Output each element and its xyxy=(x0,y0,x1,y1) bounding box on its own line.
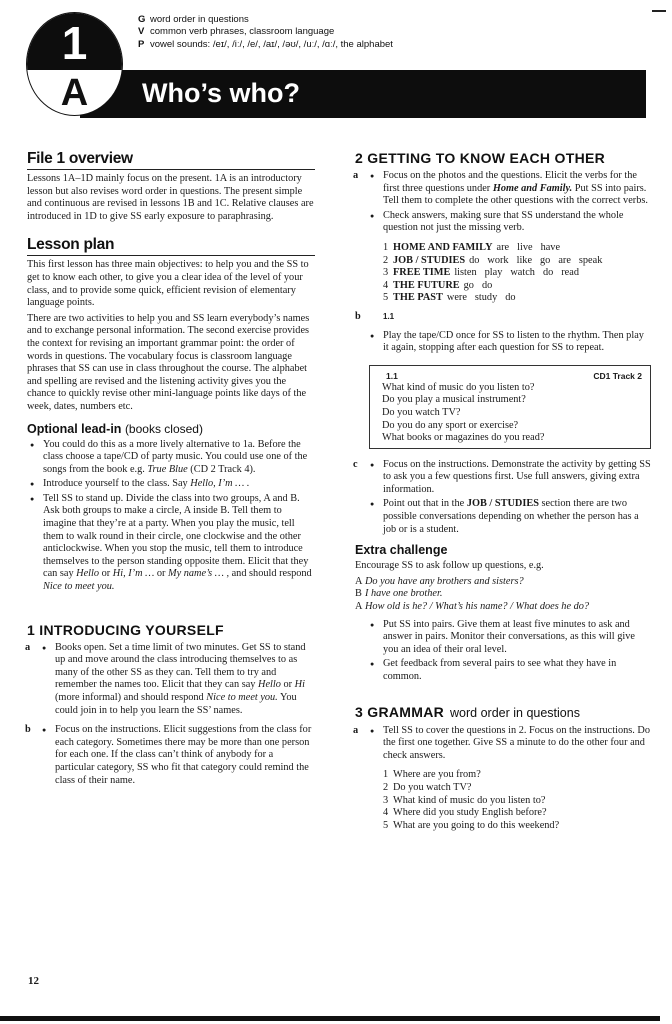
objective-key: G xyxy=(138,14,146,25)
exercise-1a-bullet: ● Books open. Set a time limit of two minutes. Get SS to stand up and move around the class introducing themselves to as many of the other SS as they can. Tell them to try and remember the names too. Elicit that they can say Hello or Hi (more informal) and should respond Nice to meet you. You could join in to help you learn the SS’ names. xyxy=(39,642,315,718)
exercise-2-heading: 2 GETTING TO KNOW EACH OTHER xyxy=(355,150,606,166)
step-letter: a xyxy=(25,641,31,653)
answer-row: 1 Where are you from? xyxy=(383,769,481,781)
exercise-2a-bullet: ● Check answers, making sure that SS understand the whole question not just the missing verb. xyxy=(367,210,651,235)
speaker-label: A xyxy=(355,575,363,587)
badge-file-number: 1 xyxy=(61,17,88,69)
step-letter: c xyxy=(353,458,358,470)
exercise-3-note: word order in questions xyxy=(450,705,580,720)
exercise-3a-answers xyxy=(355,769,651,832)
lead-in-note: (books closed) xyxy=(124,421,203,436)
lead-in-bullet: ● Tell SS to stand up. Divide the class into two groups, A and B. Ask both groups to make a circle, A inside B. Tell them to imagine that they’re at a party. When you play the music, tell them to walk round in their circle, one clockwise and the other anticlockwise. When you stop the music, tell them to introduce themselves to the person standing opposite them. Elicit that they can say Hello or Hi, I’m … or My name’s … , and should respond Nice to meet you. xyxy=(27,493,315,594)
extra-challenge-intro: Encourage SS to ask follow up questions, e.g. xyxy=(355,560,544,572)
objective-text: word order in questions xyxy=(150,14,249,25)
objective-text: common verb phrases, classroom language xyxy=(150,26,335,38)
step-letter: a xyxy=(353,724,359,736)
lesson-plan-paragraph: This first lesson has three main objectives: to help you and the SS to get to know each other, to give you a clear idea of the level of your class, and to provide some quick, efficient revision of elementary language points. xyxy=(27,259,309,309)
example-dialogue xyxy=(355,576,651,614)
objective-text: vowel sounds: /eɪ/, /iː/, /e/, /aɪ/, /əʊ/, /uː/, /ɑː/, the alphabet xyxy=(150,38,393,50)
overview-heading: File 1 overview xyxy=(27,150,315,170)
page-bottom-rule xyxy=(0,1016,660,1021)
objective-pronunciation xyxy=(138,39,393,51)
exercise-3a xyxy=(355,725,651,763)
extra-challenge-bullets xyxy=(355,619,651,684)
objective-key: V xyxy=(138,26,145,38)
lesson-title-bar xyxy=(80,70,646,118)
audio-script-ref: 1.1 xyxy=(386,370,398,381)
dialogue-line xyxy=(355,576,651,589)
step-letter: b xyxy=(355,310,361,322)
lead-in-title: Optional lead-in xyxy=(27,421,122,436)
audio-line: What kind of music do you listen to? xyxy=(382,381,535,393)
dialogue-text: How old is he? / What’s his name? / What does he do? xyxy=(365,601,590,613)
lesson-plan-heading: Lesson plan xyxy=(27,236,315,256)
extra-challenge-heading: Extra challenge xyxy=(355,543,448,558)
extra-bullet: ● Get feedback from several pairs to see what they have in common. xyxy=(367,658,651,683)
exercise-2c-bullet: ● Point out that in the JOB / STUDIES section there are two possible conversations depending on whether the person has a job or is a student. xyxy=(367,498,651,536)
exercise-1-heading: 1 INTRODUCING YOURSELF xyxy=(27,621,224,638)
exercise-2b xyxy=(355,330,651,355)
lesson-plan-paragraph: There are two activities to help you and SS learn everybody’s names and to exchange personal information. The second exercise provides the context for revising an important grammar point: the order of words in questions. The vocabulary focus is classroom language phrases that SS can use in class throughout the course. The alphabet and spelling are revised and the listening activity gives you the chance to quickly revise other mini-language points like days of the week, dates, numbers etc. xyxy=(27,312,310,412)
exercise-2c-bullet: ● Focus on the instructions. Demonstrate the activity by getting SS to ask you a few questions first. Use full answers, giving extra information. xyxy=(367,459,651,497)
dialogue-line xyxy=(355,588,651,601)
exercise-1b-bullet: ● Focus on the instructions. Elicit suggestions from the class for each category. Sometimes there may be more than one person for each one. If the class can’t think of anybody for a particular category, SS who fit that category could remind the class of their name. xyxy=(39,724,315,787)
exercise-3-heading xyxy=(355,704,651,722)
exercise-3-title: 3 GRAMMAR xyxy=(355,703,445,720)
dialogue-text: Do you have any brothers and sisters? xyxy=(365,575,524,587)
dialogue-line xyxy=(355,601,651,614)
extra-bullet: ● Put SS into pairs. Give them at least five minutes to ask and answer in pairs. Monitor their conversations, as this will give you an idea of their oral level. xyxy=(367,619,651,657)
objective-grammar xyxy=(138,14,393,26)
exercise-2a-bullet: ● Focus on the photos and the questions. Elicit the verbs for the first three questions under Home and Family. Put SS into pairs. Tell them to complete the other questions with the correct verbs. xyxy=(367,170,651,208)
answer-row: 4 Where did you study English before? xyxy=(383,807,547,819)
answer-row: 1 HOME AND FAMILY are live have xyxy=(383,241,561,253)
objective-vocabulary xyxy=(138,26,393,38)
exercise-1a xyxy=(27,642,315,718)
audio-line: Do you do any sport or exercise? xyxy=(382,419,519,431)
exercise-2c xyxy=(355,459,651,537)
speaker-label: A xyxy=(355,601,363,613)
step-letter: b xyxy=(25,724,31,736)
audio-script-box xyxy=(369,365,651,449)
exercise-2a xyxy=(355,170,651,235)
audio-line: Do you play a musical instrument? xyxy=(382,394,526,406)
lesson-badge xyxy=(26,12,123,116)
right-column xyxy=(355,150,651,832)
lesson-title: Who’s who? xyxy=(142,78,300,108)
dialogue-text: I have one brother. xyxy=(365,588,443,600)
overview-text: Lessons 1A–1D mainly focus on the present. 1A is an introductory lesson but also revises word order in questions. The present simple and continuous are revised in lessons 1B and 1C. Relative clauses are introduced in 1D to give SS early exposure to paraphrasing. xyxy=(27,173,314,222)
badge-lesson-letter: A xyxy=(60,72,89,114)
answer-row: 5 THE PAST were study do xyxy=(383,292,516,304)
page-number: 12 xyxy=(28,975,39,987)
audio-line: Do you watch TV? xyxy=(382,406,461,418)
answer-row: 5 What are you going to do this weekend? xyxy=(383,819,560,831)
exercise-2b-bullet: ● Play the tape/CD once for SS to listen to the rhythm. Then play it again, stopping after each question for SS to repeat. xyxy=(367,330,651,355)
exercise-2a-answers xyxy=(355,242,651,305)
audio-track-label: CD1 Track 2 xyxy=(593,370,642,381)
left-column xyxy=(27,150,315,789)
exercise-1b xyxy=(27,724,315,787)
audio-line: What books or magazines do you read? xyxy=(382,432,545,444)
answer-row: 2 Do you watch TV? xyxy=(383,781,472,793)
answer-row: 2 JOB / STUDIES do work like go are speak xyxy=(383,254,603,266)
lead-in-bullet: ● Introduce yourself to the class. Say Hello, I’m … . xyxy=(27,478,315,491)
objective-key: P xyxy=(138,38,145,50)
exercise-2b-label xyxy=(355,311,651,324)
answer-row: 4 THE FUTURE go do xyxy=(383,279,493,291)
exercise-3a-bullet: ● Tell SS to cover the questions in 2. Focus on the instructions. Do the first one together. Give SS a minute to do the other four and check answers. xyxy=(367,725,651,763)
page-corner-mark xyxy=(652,10,666,12)
audio-ref: 1.1 xyxy=(383,311,395,321)
step-letter: a xyxy=(353,170,359,181)
answer-row: 3 What kind of music do you listen to? xyxy=(383,794,546,806)
speaker-label: B xyxy=(355,588,362,600)
answer-row: 3 FREE TIME listen play watch do read xyxy=(383,267,579,279)
lead-in-heading xyxy=(27,422,315,437)
lead-in-bullet: ● You could do this as a more lively alternative to 1a. Before the class choose a tape/CD of party music. You could use one of the songs from the book e.g. True Blue (CD 2 Track 4). xyxy=(27,439,315,477)
audio-script-header xyxy=(382,370,642,382)
lesson-objectives xyxy=(138,14,393,51)
